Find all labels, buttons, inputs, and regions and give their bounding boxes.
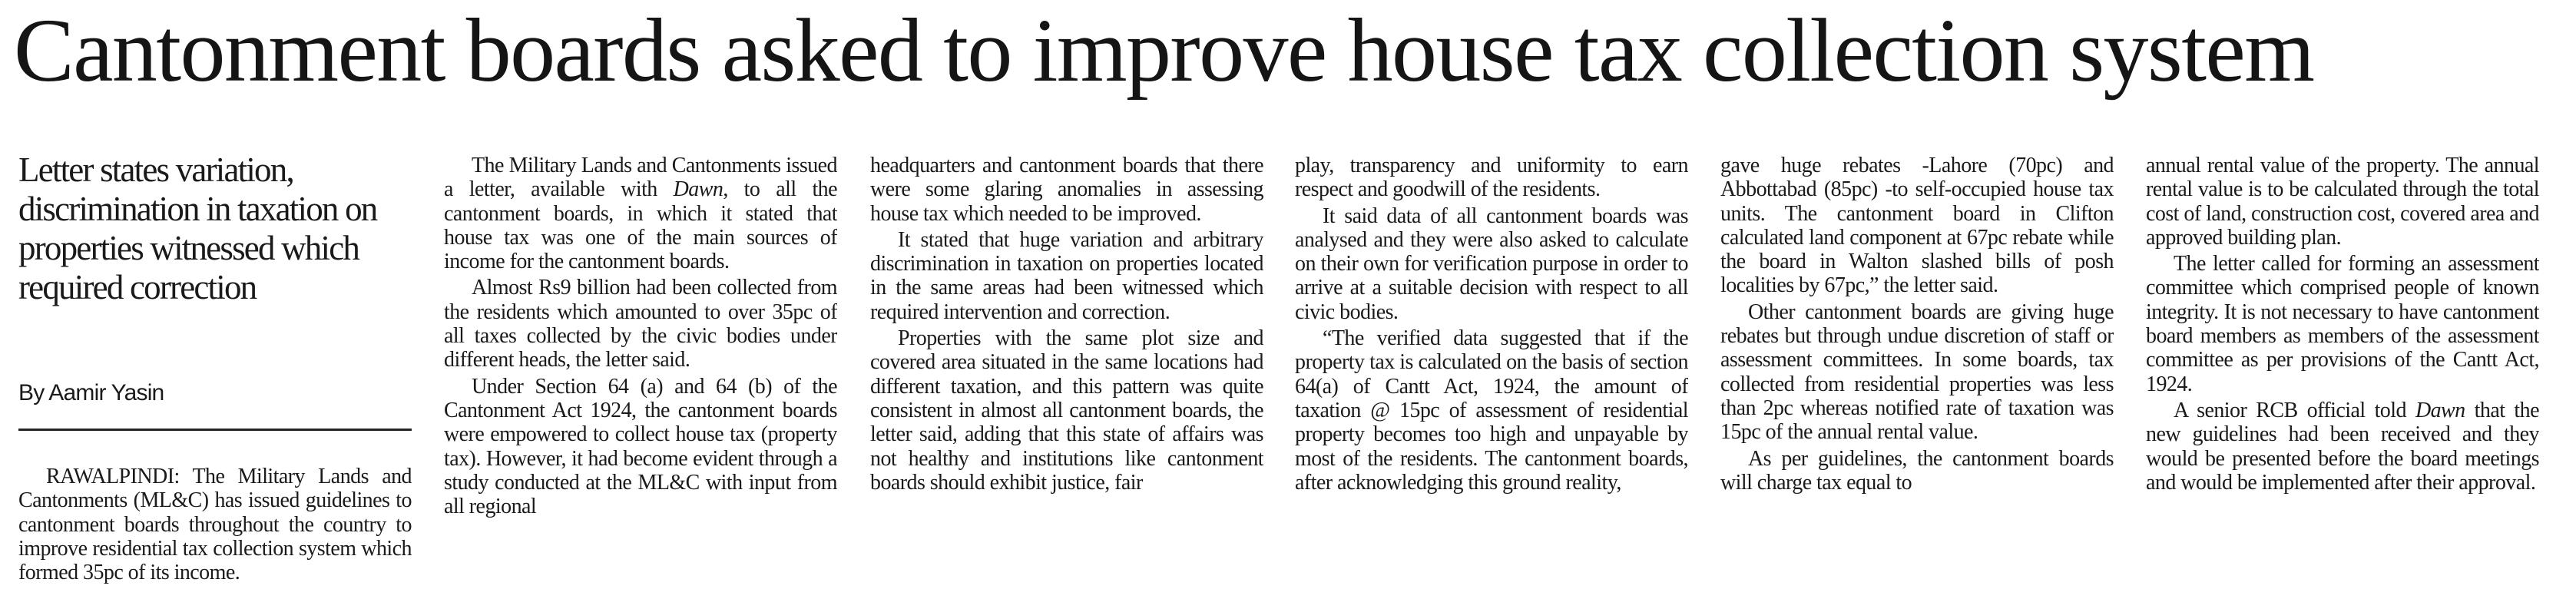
paragraph xyxy=(2146,399,2539,495)
continued-paragraph xyxy=(2146,154,2539,250)
paragraph-text: that the new guidelines had been received and they would be presented before the board meetings and would be implemented after their approval. xyxy=(2146,398,2539,495)
paragraph xyxy=(1295,326,1688,495)
paragraph-text: RAWALPINDI: The Military Lands and Cantonments (ML&C) has issued guidelines to cantonment boards throughout the country to improve residential tax collection system which formed 35pc of its income. xyxy=(18,465,412,585)
column-4 xyxy=(1295,154,1688,595)
continued-paragraph xyxy=(1295,154,1688,202)
byline: By Aamir Yasin xyxy=(18,380,164,405)
paragraph-text: gave huge rebates -Lahore (70pc) and Abbottabad (85pc) -to self-occupied house tax units. The cantonment board in Clifton calculated land component at 67pc rebate while the board in Walton slashed bills of posh localities by 67pc,” the letter said. xyxy=(1720,154,2114,298)
paragraph-text: Under Section 64 (a) and 64 (b) of the Cantonment Act 1924, the cantonment boards were empowered to collect house tax (property tax). However, it had become evident through a study conducted at the ML&C with input from all regional xyxy=(444,374,837,519)
publication-name: Dawn xyxy=(673,177,723,202)
paragraph xyxy=(1720,447,2114,495)
column-body xyxy=(18,465,412,587)
paragraph-text: It said data of all cantonment boards was analysed and they were also asked to calculate on their own for verification purpose in order to arrive at a suitable decision with respect to all civic bodies. xyxy=(1295,204,1688,324)
paragraph xyxy=(1295,204,1688,324)
paragraph xyxy=(870,326,1263,495)
paragraph-text: , to all the cantonment boards, in which it stated that house tax was one of the main sources of income for the cantonment boards. xyxy=(444,177,837,274)
column-5 xyxy=(1720,154,2114,595)
byline-divider xyxy=(18,429,412,431)
paragraph xyxy=(444,375,837,519)
paragraph-text: headquarters and cantonment boards that there were some glaring anomalies in assessing house tax which needed to be improved. xyxy=(870,154,1263,226)
paragraph xyxy=(444,276,837,372)
paragraph xyxy=(444,154,837,273)
paragraph-text: annual rental value of the property. The annual rental value is to be calculated through the total cost of land, construction cost, covered area and approved building plan. xyxy=(2146,154,2539,250)
column-3 xyxy=(870,154,1263,595)
paragraph-text: Almost Rs9 billion had been collected from the residents which amounted to over 35pc of all taxes collected by the civic bodies under different heads, the letter said. xyxy=(444,276,837,372)
paragraph-text: As per guidelines, the cantonment boards will charge tax equal to xyxy=(1720,446,2114,495)
paragraph-text: Other cantonment boards are giving huge rebates but through undue discretion of staff or assessment committees. In some boards, tax collected from residential properties was less than 2pc whereas notified rate of taxation was 15pc of the annual rental value. xyxy=(1720,300,2114,445)
paragraph xyxy=(870,228,1263,324)
continued-paragraph xyxy=(1720,154,2114,298)
paragraph-text: The letter called for forming an assessment committee which comprised people of known integrity. It is not necessary to have cantonment board members as members of the assessment committee as per provisions of the Cantt Act, 1924. xyxy=(2146,252,2539,396)
paragraph-text: The Military Lands and Cantonments issued a letter, available with xyxy=(444,154,837,202)
publication-name: Dawn xyxy=(2415,398,2465,422)
headline: Cantonment boards asked to improve house tax collection system xyxy=(14,0,2314,101)
paragraph xyxy=(18,465,412,584)
paragraph xyxy=(2146,252,2539,396)
deck-subheadline: Letter states variation, discrimination in taxation on properties witnessed which required correction xyxy=(18,151,377,306)
paragraph-text: play, transparency and uniformity to earn respect and goodwill of the residents. xyxy=(1295,154,1688,202)
paragraph-text: It stated that huge variation and arbitrary discrimination in taxation on properties located in the same areas had been witnessed which required intervention and correction. xyxy=(870,227,1263,324)
paragraph-text: “The verified data suggested that if the property tax is calculated on the basis of section 64(a) of Cantt Act, 1924, the amount of taxation @ 15pc of assessment of residential property becomes too high and unpayable by most of the residents. The cantonment boards, after acknowledging this ground reality, xyxy=(1295,326,1688,495)
column-6 xyxy=(2146,154,2539,595)
column-2 xyxy=(444,154,837,595)
continued-paragraph xyxy=(870,154,1263,226)
paragraph-text: Properties with the same plot size and covered area situated in the same locations had different taxation, and this pattern was quite consistent in almost all cantonment boards, the letter said, adding that this state of affairs was not healthy and institutions like cantonment boards should exhibit justice, fair xyxy=(870,326,1263,495)
paragraph xyxy=(1720,300,2114,445)
paragraph-text: A senior RCB official told xyxy=(2174,398,2415,422)
